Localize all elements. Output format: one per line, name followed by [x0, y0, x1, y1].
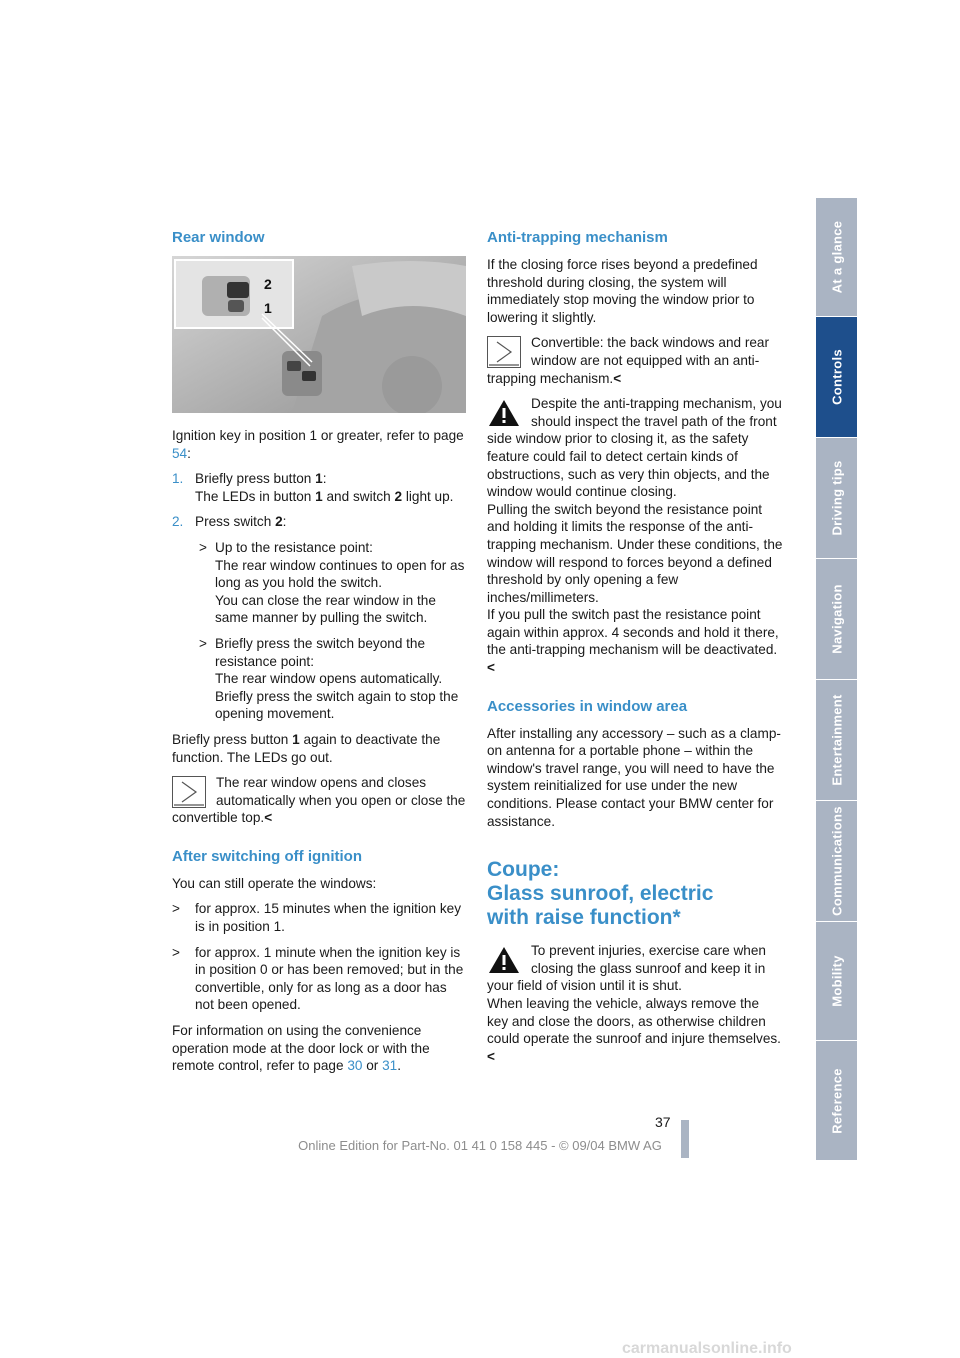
- left-column: [172, 228, 466, 1083]
- step-1: 1. Briefly press button 1: The LEDs in button 1 and switch 2 light up.: [172, 471, 454, 504]
- step-2-sub-1: > Up to the resistance point: The rear window continues to open for as long as you hold the switch. You can close the rear window in the same manner by pulling the switch.: [199, 539, 465, 626]
- rear-window-switch-photo: [172, 256, 466, 413]
- rear-window-heading: Rear window: [172, 229, 265, 246]
- coupe-sunroof-heading: Coupe: Glass sunroof, electric with raise function*: [487, 858, 714, 930]
- ignition-intro: Ignition key in position 1 or greater, refer to page 54:: [172, 428, 464, 461]
- watermark: carmanualsonline.info: [622, 1340, 792, 1357]
- tab-mobility[interactable]: Mobility: [816, 922, 857, 1041]
- tab-driving-tips[interactable]: Driving tips: [816, 438, 857, 559]
- page-number: 37: [655, 1114, 671, 1130]
- tab-controls[interactable]: Controls: [816, 317, 857, 438]
- page-link-54[interactable]: 54: [172, 445, 188, 461]
- sunroof-warning: To prevent injuries, exercise care when closing the glass sunroof and keep it in your field of vision until it is shut. When leaving the vehicle, always remove the key and close the doors, as otherwise children could operate the sunroof and injure themselves.<: [487, 943, 781, 1064]
- anti-trap-text: If the closing force rises beyond a predefined threshold during closing, the system will immediately stop moving the window prior to lowering it slightly.: [487, 257, 758, 325]
- deactivate-text: Briefly press button 1 again to deactivate the function. The LEDs go out.: [172, 731, 441, 765]
- after-ignition-intro: You can still operate the windows:: [172, 875, 377, 891]
- after-ignition-heading: After switching off ignition: [172, 847, 362, 865]
- photo-label-2: 2: [264, 276, 272, 292]
- note-arrow-icon: [172, 776, 206, 808]
- after-ignition-bullet-1: > for approx. 15 minutes when the ignition key is in position 1.: [172, 901, 461, 935]
- right-column: [487, 228, 783, 1073]
- tab-navigation[interactable]: Navigation: [816, 559, 857, 680]
- accessories-heading: Accessories in window area: [487, 697, 688, 715]
- switch-photo-illustration: [172, 256, 466, 413]
- anti-trap-heading: Anti-trapping mechanism: [487, 229, 668, 246]
- step-2: 2. Press switch 2:: [172, 514, 287, 530]
- chapter-tabs: [816, 198, 857, 1160]
- anti-trap-warning: Despite the anti-trapping mechanism, you should inspect the travel path of the front side window prior to closing it, as the safety feature could fail to detect certain kinds of obstructions, such as very thin objects, and the window would continue closing. Pulling the switch beyond the resistance point and holding it limits the response of the anti-trapping mechanism. Under these conditions, the window will respond to forces beyond a defined threshold by only opening a few inches/millimeters. If you pull the switch past the resistance point again within approx. 4 seconds and hold it there, the anti-trapping mechanism will be deactivated.<: [487, 396, 783, 676]
- after-ignition-bullet-2: > for approx. 1 minute when the ignition key is in position 0 or has been removed; but in the convertible, only for as long as a door has not been opened.: [172, 944, 464, 1013]
- photo-label-1: 1: [264, 300, 272, 316]
- tab-communications[interactable]: Communications: [816, 801, 857, 922]
- tab-reference[interactable]: Reference: [816, 1041, 857, 1161]
- accessories-text: After installing any accessory – such as a clamp-on antenna for a portable phone – within the window's travel range, you will need to have the system reinitialized for use under the new conditions. Please contact your BMW center for assistance.: [487, 725, 781, 829]
- convertible-note: The rear window opens and closes automatically when you open or close the convertible top.<: [172, 775, 466, 826]
- convenience-text: For information on using the convenience operation mode at the door lock or with the remote control, refer to page 30 or 31.: [172, 1023, 430, 1074]
- page-link-31[interactable]: 31: [382, 1058, 398, 1074]
- tab-at-a-glance[interactable]: At a glance: [816, 198, 857, 317]
- step-2-sub-2: > Briefly press the switch beyond the resistance point: The rear window opens automatically. Briefly press the switch again to stop the opening movement.: [199, 635, 459, 722]
- tab-entertainment[interactable]: Entertainment: [816, 680, 857, 801]
- page-link-30[interactable]: 30: [347, 1058, 363, 1074]
- note-arrow-icon: [487, 336, 521, 368]
- anti-trap-note: Convertible: the back windows and rear window are not equipped with an anti-trapping mechanism.<: [487, 335, 770, 386]
- warning-triangle-icon: [487, 944, 521, 976]
- warning-triangle-icon: [487, 397, 521, 429]
